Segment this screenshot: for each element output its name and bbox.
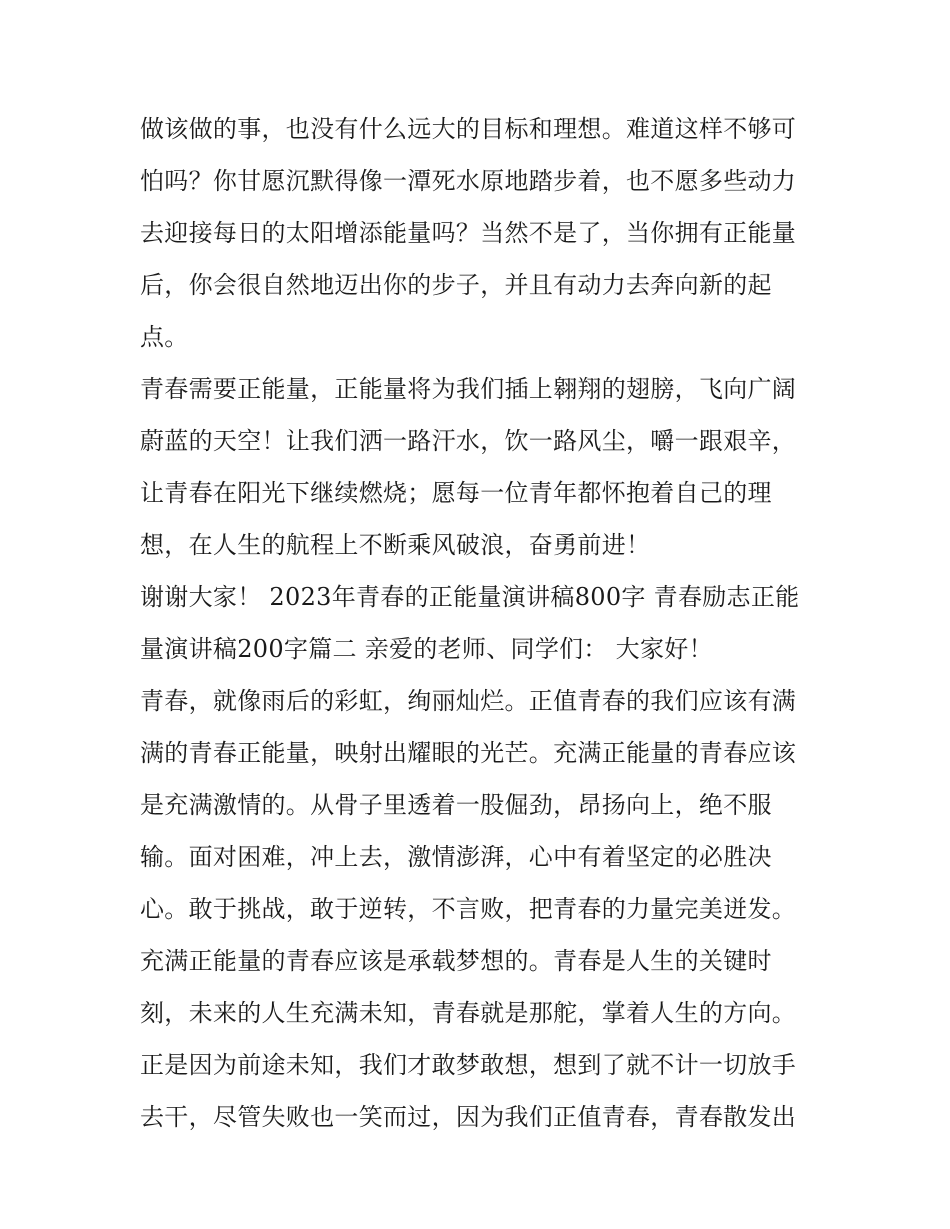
text-line: 后，你会很自然地迈出你的步子，并且有动力去奔向新的起 xyxy=(140,271,772,299)
text-line: 刻，未来的人生充满未知，青春就是那舵，掌着人生的方向。 xyxy=(140,999,797,1027)
text-line: 点。 xyxy=(140,323,189,351)
document-body xyxy=(140,103,820,1143)
text-line: 做该做的事，也没有什么远大的目标和理想。难道这样不够可 xyxy=(140,115,797,143)
text-line: 去干，尽管失败也一笑而过，因为我们正值青春，青春散发出 xyxy=(140,1103,797,1131)
text-line: 量演讲稿200字篇二 亲爱的老师、同学们： 大家好！ xyxy=(140,635,713,663)
text-line: 青春需要正能量，正能量将为我们插上翱翔的翅膀，飞向广阔 xyxy=(140,375,797,403)
text-line: 青春，就像雨后的彩虹，绚丽灿烂。正值青春的我们应该有满 xyxy=(140,687,797,715)
text-line: 心。敢于挑战，敢于逆转，不言败，把青春的力量完美迸发。 xyxy=(140,895,797,923)
text-line: 满的青春正能量，映射出耀眼的光芒。充满正能量的青春应该 xyxy=(140,739,797,767)
text-line: 正是因为前途未知，我们才敢梦敢想，想到了就不计一切放手 xyxy=(140,1051,797,1079)
text-line: 想，在人生的航程上不断乘风破浪，奋勇前进！ xyxy=(140,531,651,559)
text-line: 去迎接每日的太阳增添能量吗？当然不是了，当你拥有正能量 xyxy=(140,219,797,247)
text-line: 谢谢大家！ 2023年青春的正能量演讲稿800字 青春励志正能 xyxy=(140,583,800,611)
text-line: 怕吗？你甘愿沉默得像一潭死水原地踏步着，也不愿多些动力 xyxy=(140,167,797,195)
text-line: 让青春在阳光下继续燃烧；愿每一位青年都怀抱着自己的理 xyxy=(140,479,772,507)
text-line: 是充满激情的。从骨子里透着一股倔劲，昂扬向上，绝不服 xyxy=(140,791,772,819)
text-line: 充满正能量的青春应该是承载梦想的。青春是人生的关键时 xyxy=(140,947,772,975)
text-line: 蔚蓝的天空！让我们洒一路汗水，饮一路风尘，嚼一跟艰辛， xyxy=(140,427,797,455)
text-line: 输。面对困难，冲上去，激情澎湃，心中有着坚定的必胜决 xyxy=(140,843,772,871)
